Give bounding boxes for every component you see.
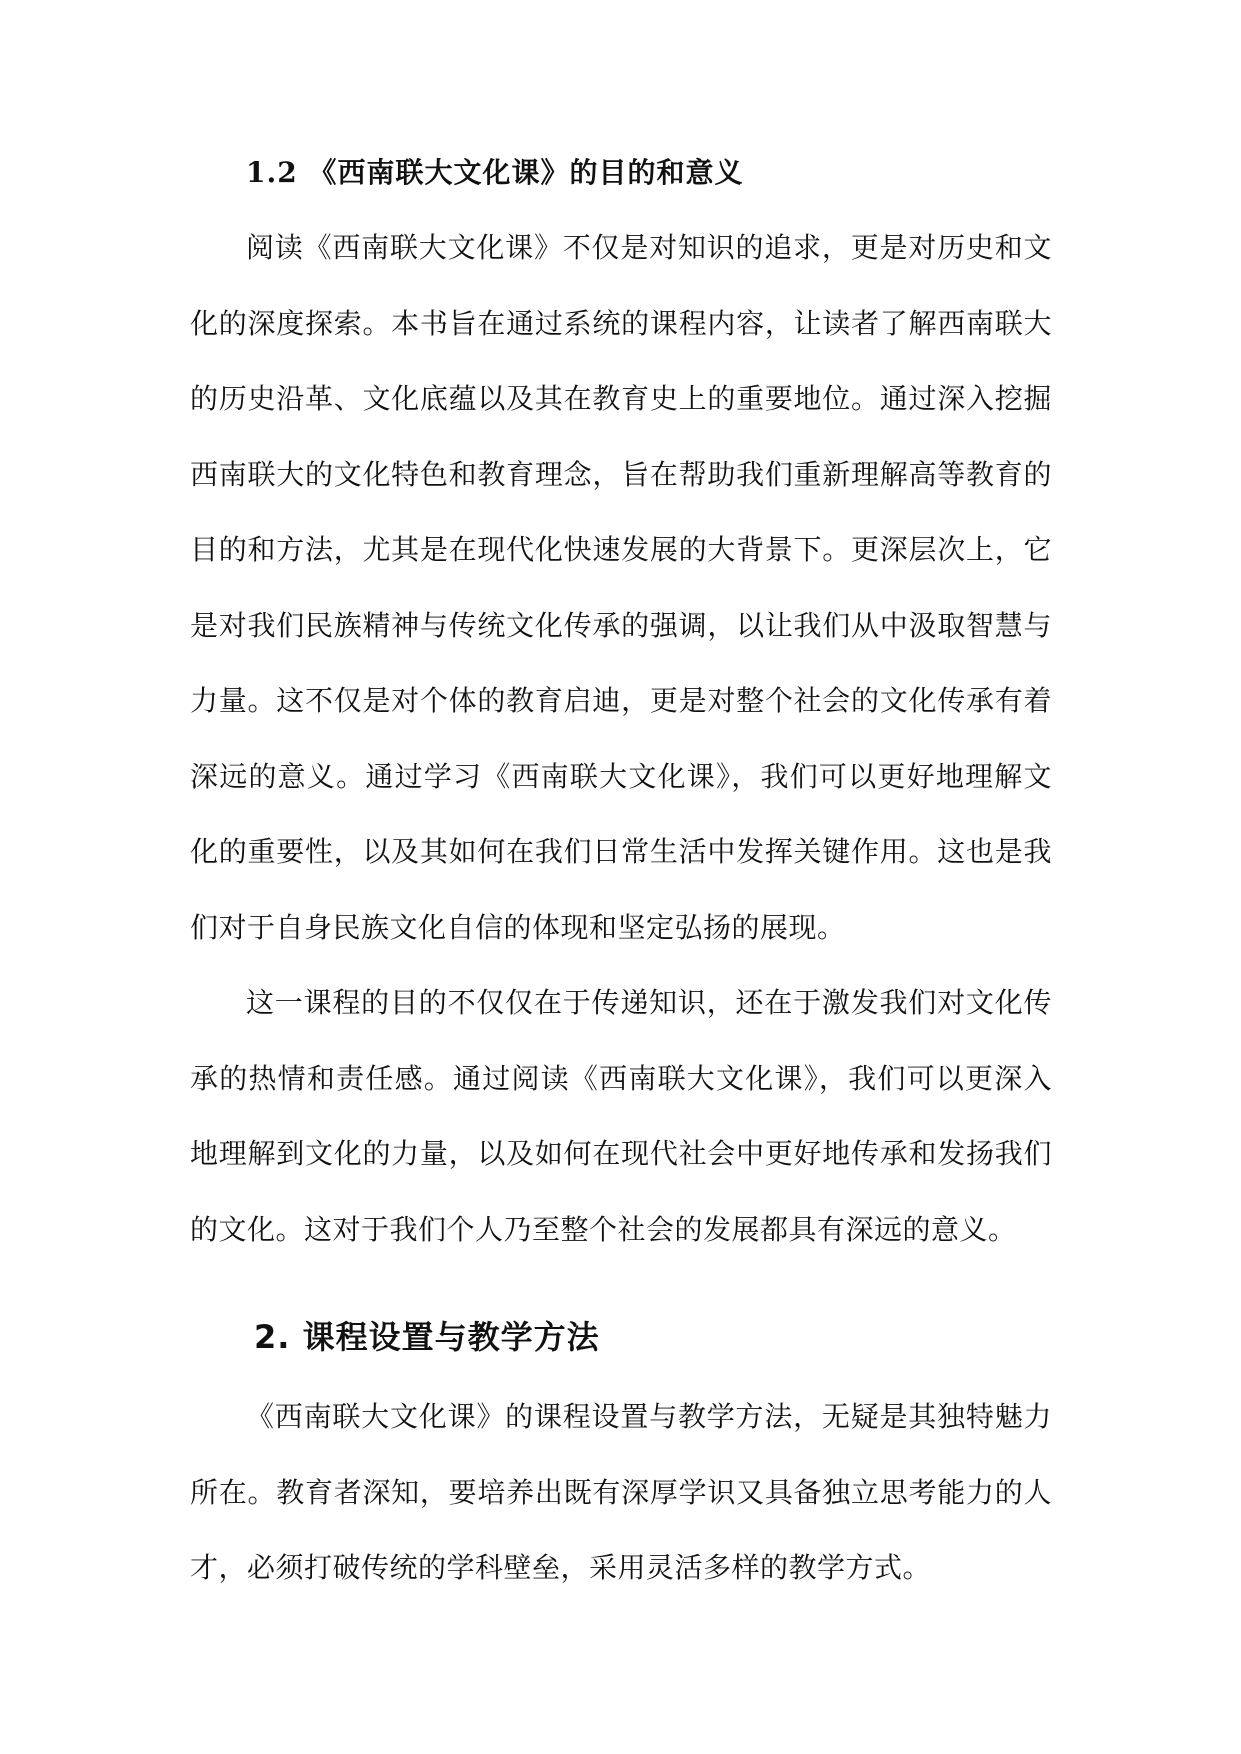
page-content [190,140,1052,1606]
section-2-paragraph-1: 《西南联大文化课》的课程设置与教学方法，无疑是其独特魅力所在。教育者深知，要培养出既有深厚学识又具备独立思考能力的人才，必须打破传统的学科壁垒，采用灵活多样的教学方式。 [190,1400,1052,1584]
section-1-2-paragraph-2: 这一课程的目的不仅仅在于传递知识，还在于激发我们对文化传承的热情和责任感。通过阅读《西南联大文化课》，我们可以更深入地理解到文化的力量，以及如何在现代社会中更好地传承和发扬我们的文化。这对于我们个人乃至整个社会的发展都具有深远的意义。 [190,986,1052,1246]
section-2-title: 2. 课程设置与教学方法 [254,1318,600,1356]
section-1-2-title: 1.2 《西南联大文化课》的目的和意义 [246,156,744,189]
section-1-2-paragraph-1: 阅读《西南联大文化课》不仅是对知识的追求，更是对历史和文化的深度探索。本书旨在通过系统的课程内容，让读者了解西南联大的历史沿革、文化底蕴以及其在教育史上的重要地位。通过深入挖掘西南联大的文化特色和教育理念，旨在帮助我们重新理解高等教育的目的和方法，尤其是在现代化快速发展的大背景下。更深层次上，它是对我们民族精神与传统文化传承的强调，以让我们从中汲取智慧与力量。这不仅是对个体的教育启迪，更是对整个社会的文化传承有着深远的意义。通过学习《西南联大文化课》，我们可以更好地理解文化的重要性，以及其如何在我们日常生活中发挥关键作用。这也是我们对于自身民族文化自信的体现和坚定弘扬的展现。 [190,231,1052,944]
